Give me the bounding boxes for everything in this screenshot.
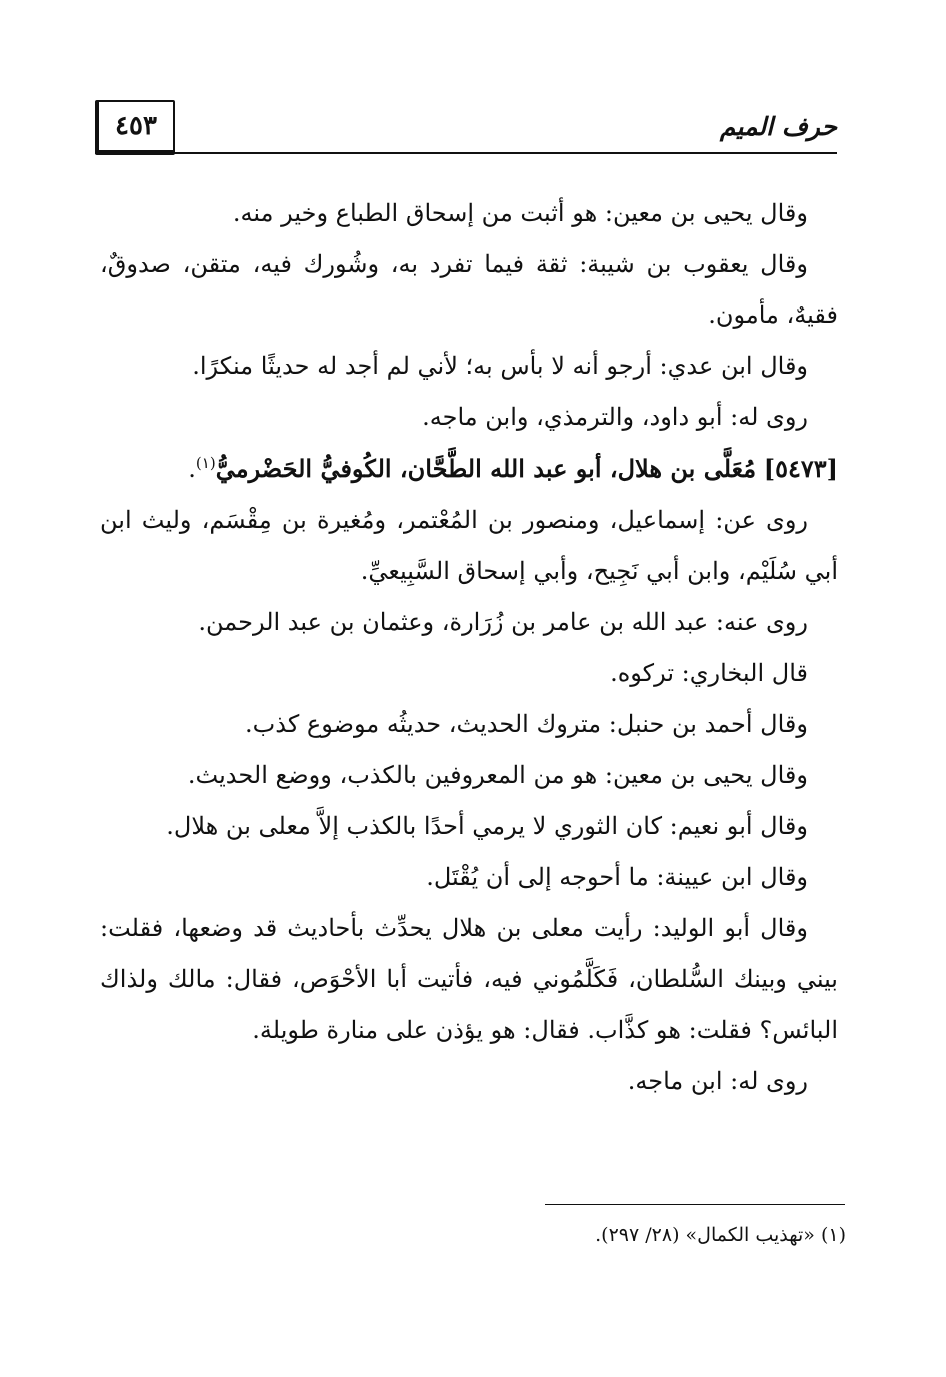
entry-end: . [188,455,196,483]
paragraph: وقال أحمد بن حنبل: متروك الحديث، حديثُه موضوع كذب. [245,710,808,738]
paragraph: وقال يعقوب بن شيبة: ثقة فيما تفرد به، وشُورك فيه، متقن، صدوقٌ، فقيهٌ، مأمون. [100,250,838,329]
paragraph: وقال يحيى بن معين: هو من المعروفين بالكذب، ووضع الحديث. [187,761,808,789]
header-rule [95,152,837,154]
body-text [100,188,838,1107]
running-title: حرف الميم [719,112,837,141]
paragraph: روى له: أبو داود، والترمذي، وابن ماجه. [422,403,808,431]
paragraph: روى عن: إسماعيل، ومنصور بن المُعْتمر، ومُغيرة بن مِقْسَم، وليث ابن أبي سُلَيْم، وابن أبي نَجِيح، وأبي إسحاق السَّبِيعيِّ. [100,506,838,585]
paragraph: وقال أبو نعيم: كان الثوري لا يرمي أحدًا بالكذب إلاَّ معلى بن هلال. [166,812,808,840]
page-number: ٤٥٣ [115,111,157,141]
paragraph: وقال ابن عدي: أرجو أنه لا بأس به؛ لأني لم أجد له حديثًا منكرًا. [192,352,808,380]
entry-number: [٥٤٧٣] [763,454,838,483]
footnote-rule [545,1204,845,1205]
paragraph: قال البخاري: تركوه. [610,659,808,687]
entry-name: مُعَلَّى بن هلال، أبو عبد الله الطَّحَّان، الكُوفيُّ الحَضْرميُّ [215,454,757,483]
paragraph: روى له: ابن ماجه. [627,1067,808,1095]
page-number-box [95,100,175,155]
footnote: (١) «تهذيب الكمال» (٢٨/ ٢٩٧). [595,1224,846,1246]
entry-heading [100,443,838,495]
page-header [95,100,837,156]
paragraph: وقال ابن عيينة: ما أحوجه إلى أن يُقْتَل. [426,863,808,891]
paragraph: وقال يحيى بن معين: هو أثبت من إسحاق الطباع وخير منه. [232,199,808,227]
footnote-ref: (١) [195,454,216,472]
paragraph: روى عنه: عبد الله بن عامر بن زُرَارة، وعثمان بن عبد الرحمن. [198,608,808,636]
paragraph: وقال أبو الوليد: رأيت معلى بن هلال يحدِّث بأحاديث قد وضعها، فقلت: بيني وبينك السُّلطان، فَكَلَّمُوني فيه، فأتيت أبا الأحْوَص، فقال: مالك ولذاك البائس؟ فقلت: هو كذَّاب. فقال: هو يؤذن على منارة طويلة. [100,914,838,1044]
